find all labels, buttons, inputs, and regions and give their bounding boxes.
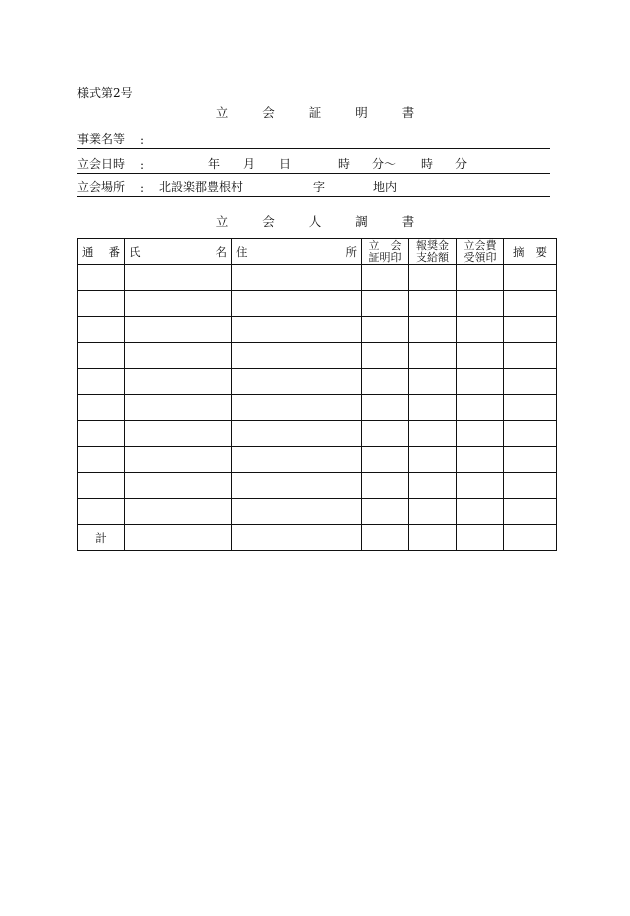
table-row	[78, 369, 557, 395]
table-row	[78, 421, 557, 447]
witness-table	[77, 238, 557, 551]
location-field[interactable]: 立会場所 : 北設楽郡豊根村 字 地内	[77, 178, 550, 197]
header-remarks: 摘 要	[504, 239, 557, 265]
project-name-field[interactable]: 事業名等 :	[77, 130, 550, 149]
table-row	[78, 265, 557, 291]
table-row	[78, 317, 557, 343]
table-row	[78, 291, 557, 317]
header-witness-seal: 立 会 証明印	[362, 239, 409, 265]
total-label: 計	[78, 525, 125, 551]
header-serial: 通 番	[78, 239, 125, 265]
table-header-row	[78, 239, 557, 265]
total-row	[78, 525, 557, 551]
table-row	[78, 447, 557, 473]
header-name: 氏 名	[125, 239, 232, 265]
table-row	[78, 473, 557, 499]
form-number: 様式第2号	[77, 86, 133, 100]
table-row	[78, 499, 557, 525]
witness-list-title: 立 会 人 調 書	[215, 214, 415, 229]
table-row	[78, 395, 557, 421]
document-title: 立 会 証 明 書	[215, 105, 415, 120]
header-fee-seal: 立会費 受領印	[457, 239, 504, 265]
header-address: 住 所	[232, 239, 362, 265]
header-reward: 報奨金 支給額	[409, 239, 457, 265]
datetime-field[interactable]: 立会日時 : 年 月 日 時 分～ 時 分	[77, 155, 550, 174]
table-row	[78, 343, 557, 369]
